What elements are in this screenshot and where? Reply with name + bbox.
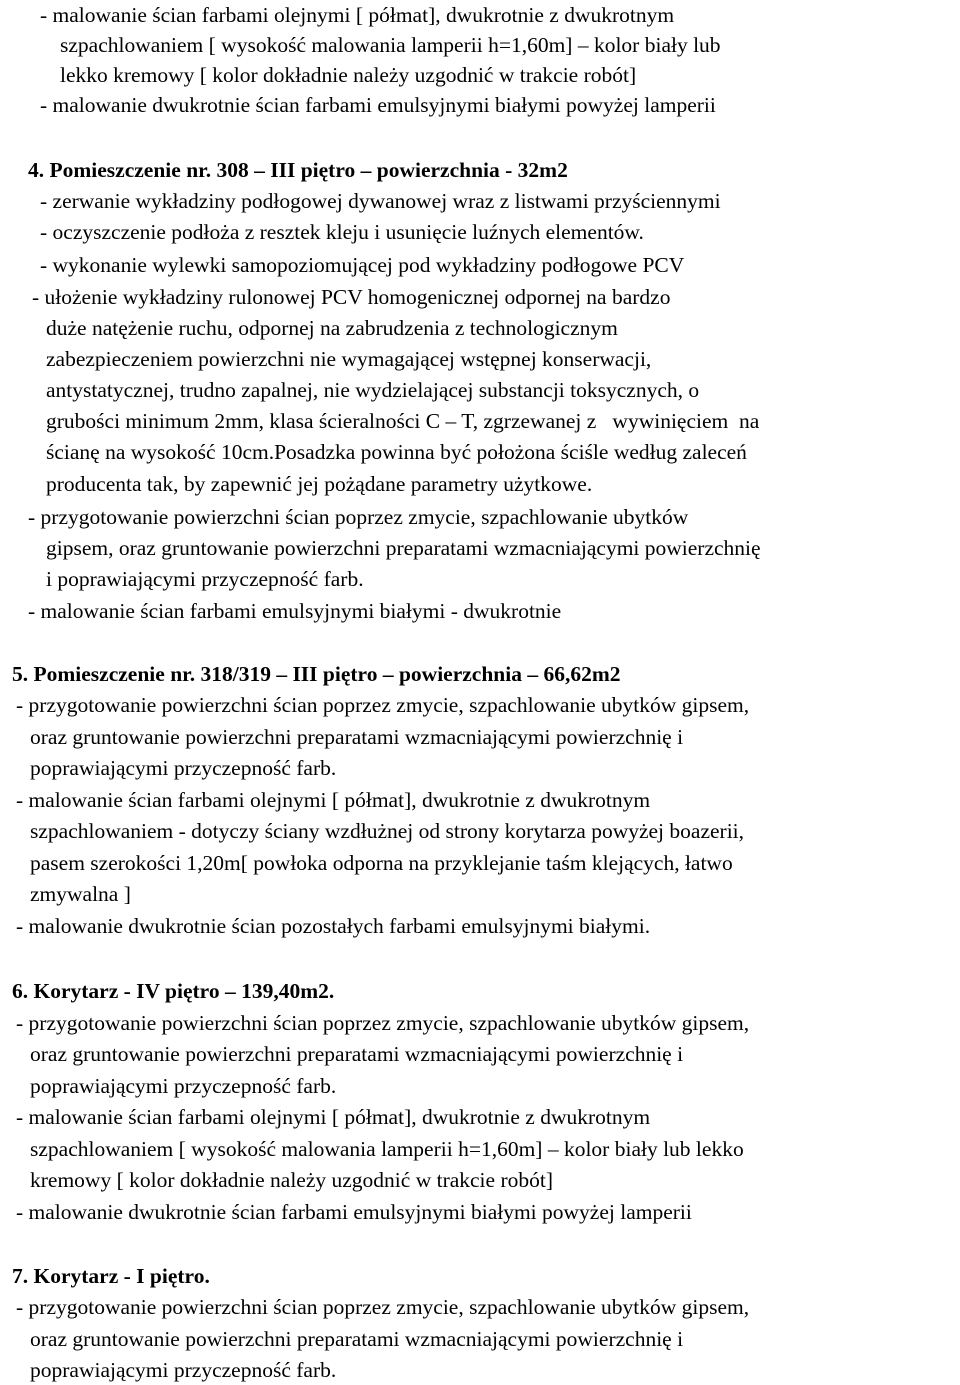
section-5-line-4: - malowanie ścian farbami olejnymi [ półmat], dwukrotnie z dwukrotnym bbox=[16, 788, 651, 812]
section-6-heading: 6. Korytarz - IV piętro – 139,40m2. bbox=[12, 979, 335, 1003]
section-5-line-8: - malowanie dwukrotnie ścian pozostałych farbami emulsyjnymi białymi. bbox=[16, 914, 651, 938]
section-4-line-8: grubości minimum 2mm, klasa ścieralności C – T, zgrzewanej z wywinięciem na bbox=[46, 409, 760, 433]
section-7-line-3: poprawiającymi przyczepność farb. bbox=[30, 1358, 337, 1382]
section-6-line-3: poprawiającymi przyczepność farb. bbox=[30, 1074, 337, 1098]
section-6-line-6: kremowy [ kolor dokładnie należy uzgodnić w trakcie robót] bbox=[30, 1168, 553, 1192]
section-4-line-2: - oczyszczenie podłoża z resztek kleju i usunięcie luźnych elementów. bbox=[40, 220, 644, 244]
section-7-line-2: oraz gruntowanie powierzchni preparatami wzmacniającymi powierzchnię i bbox=[30, 1327, 684, 1351]
section-6-line-4: - malowanie ścian farbami olejnymi [ półmat], dwukrotnie z dwukrotnym bbox=[16, 1105, 651, 1129]
section-5-line-5: szpachlowaniem - dotyczy ściany wzdłużnej od strony korytarza powyżej boazerii, bbox=[30, 819, 745, 843]
section-7-line-1: - przygotowanie powierzchni ścian poprzez zmycie, szpachlowanie ubytków gipsem, bbox=[16, 1295, 750, 1319]
intro-line-2: szpachlowaniem [ wysokość malowania lamperii h=1,60m] – kolor biały lub bbox=[60, 33, 721, 57]
section-4-heading: 4. Pomieszczenie nr. 308 – III piętro – powierzchnia - 32m2 bbox=[28, 158, 568, 182]
section-5-line-6: pasem szerokości 1,20m[ powłoka odporna na przyklejanie taśm klejących, łatwo bbox=[30, 851, 733, 875]
section-4-line-4: - ułożenie wykładziny rulonowej PCV homogenicznej odpornej na bardzo bbox=[32, 285, 671, 309]
section-4-line-3: - wykonanie wylewki samopoziomującej pod wykładziny podłogowe PCV bbox=[40, 253, 685, 277]
section-5-line-3: poprawiającymi przyczepność farb. bbox=[30, 756, 337, 780]
section-4-line-10: producenta tak, by zapewnić jej pożądane parametry użytkowe. bbox=[46, 472, 593, 496]
section-5-line-2: oraz gruntowanie powierzchni preparatami wzmacniającymi powierzchnię i bbox=[30, 725, 684, 749]
section-4-line-5: duże natężenie ruchu, odpornej na zabrudzenia z technologicznym bbox=[46, 316, 618, 340]
section-6-line-1: - przygotowanie powierzchni ścian poprzez zmycie, szpachlowanie ubytków gipsem, bbox=[16, 1011, 750, 1035]
section-5-line-1: - przygotowanie powierzchni ścian poprzez zmycie, szpachlowanie ubytków gipsem, bbox=[16, 693, 750, 717]
section-4-line-6: zabezpieczeniem powierzchni nie wymagającej wstępnej konserwacji, bbox=[46, 347, 652, 371]
section-5-line-7: zmywalna ] bbox=[30, 882, 131, 906]
section-4-line-13: i poprawiającymi przyczepność farb. bbox=[46, 567, 364, 591]
section-4-line-1: - zerwanie wykładziny podłogowej dywanowej wraz z listwami przyściennymi bbox=[40, 189, 721, 213]
section-6-line-7: - malowanie dwukrotnie ścian farbami emulsyjnymi białymi powyżej lamperii bbox=[16, 1200, 692, 1224]
section-6-line-2: oraz gruntowanie powierzchni preparatami wzmacniającymi powierzchnię i bbox=[30, 1042, 684, 1066]
section-6-line-5: szpachlowaniem [ wysokość malowania lamperii h=1,60m] – kolor biały lub lekko bbox=[30, 1137, 744, 1161]
section-4-line-11: - przygotowanie powierzchni ścian poprzez zmycie, szpachlowanie ubytków bbox=[28, 505, 689, 529]
section-5-heading: 5. Pomieszczenie nr. 318/319 – III piętro – powierzchnia – 66,62m2 bbox=[12, 662, 621, 686]
section-4-line-9: ścianę na wysokość 10cm.Posadzka powinna być położona ściśle według zaleceń bbox=[46, 440, 747, 464]
section-4-line-12: gipsem, oraz gruntowanie powierzchni preparatami wzmacniającymi powierzchnię bbox=[46, 536, 761, 560]
intro-line-4: - malowanie dwukrotnie ścian farbami emulsyjnymi białymi powyżej lamperii bbox=[40, 93, 716, 117]
intro-line-3: lekko kremowy [ kolor dokładnie należy uzgodnić w trakcie robót] bbox=[60, 63, 637, 87]
section-4-line-14: - malowanie ścian farbami emulsyjnymi białymi - dwukrotnie bbox=[28, 599, 562, 623]
intro-line-1: - malowanie ścian farbami olejnymi [ półmat], dwukrotnie z dwukrotnym bbox=[40, 3, 675, 27]
section-4-line-7: antystatycznej, trudno zapalnej, nie wydzielającej substancji toksycznych, o bbox=[46, 378, 700, 402]
section-7-heading: 7. Korytarz - I piętro. bbox=[12, 1264, 210, 1288]
